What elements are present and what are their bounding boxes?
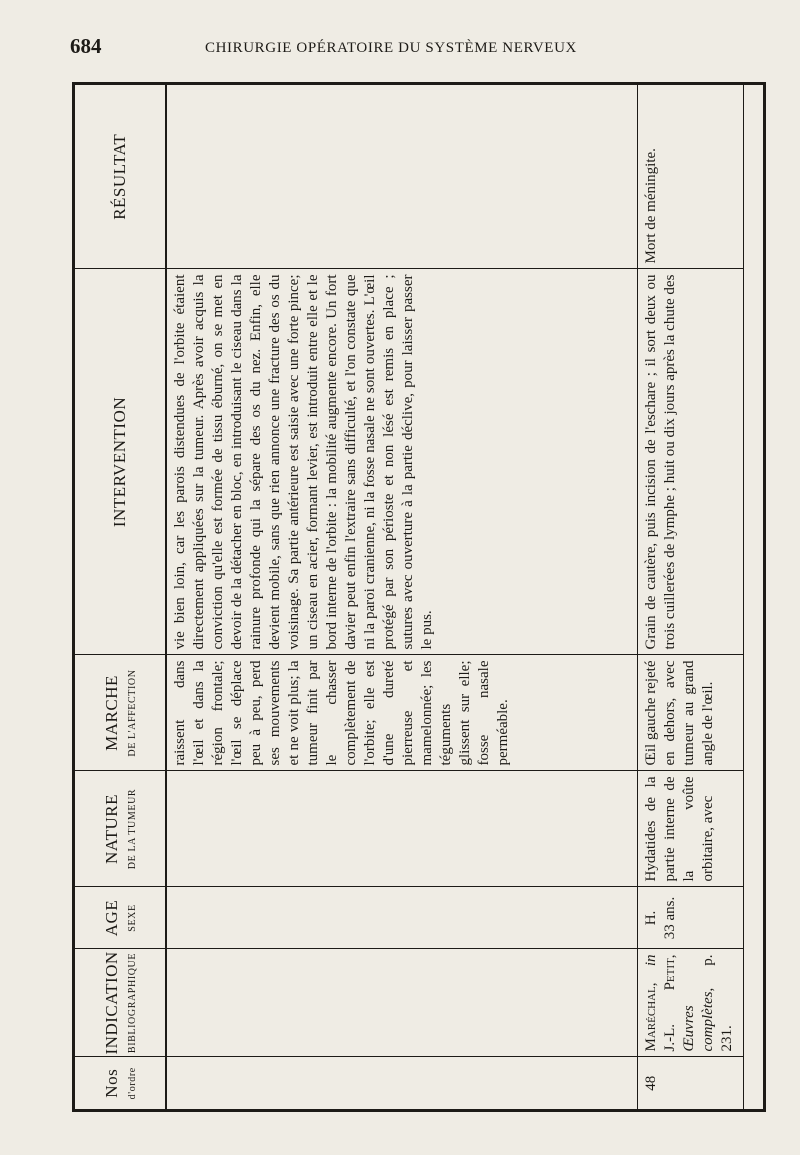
- header-marche-sub: DE L'AFFECTION: [126, 669, 138, 757]
- header-num-sub: d'ordre: [126, 1067, 138, 1100]
- cont-nature-cell: [166, 771, 638, 887]
- header-indication-sub: BIBLIOGRAPHIQUE: [126, 952, 138, 1054]
- table-row: [638, 85, 744, 1109]
- entry-sexe: H.: [643, 910, 659, 926]
- cont-marche-cell: raissent dans l'œil et dans la région frontale; l'œil se déplace peu à peu, perd ses mouvements et ne voit plus; la tumeur finit par le chasser complètement de l'orbite; elle est d'une dureté pierreuse et mamelonnée; les téguments glissent sur elle; fosse nasale perméable.: [166, 655, 638, 771]
- entry-intervention-cell: Grain de cautère, puis incision de l'eschare ; il sort deux ou trois cuillerées de lymphe ; huit ou dix jours après la chute des: [638, 269, 744, 655]
- continuation-row: [166, 85, 638, 1109]
- header-num: [75, 1057, 166, 1109]
- entry-num-cell: 48: [638, 1057, 744, 1109]
- entry-in: in: [643, 954, 659, 967]
- page-header: [0, 0, 800, 80]
- entry-page: p. 231.: [700, 954, 735, 1052]
- header-nature-main: NATURE: [101, 793, 121, 865]
- header-num-main: Nos: [101, 1068, 121, 1098]
- page-number: 684: [70, 34, 102, 58]
- case-table-rotated: [75, 85, 763, 1109]
- header-age: [75, 887, 166, 949]
- header-age-sub: SEXE: [126, 904, 138, 932]
- entry-marche-cell: Œil gauche rejeté en dehors, avec tumeur au grand angle de l'œil.: [638, 655, 744, 771]
- entry-age: 33 ans.: [662, 896, 678, 940]
- case-table-frame: [72, 82, 766, 1112]
- header-row: [75, 85, 166, 1109]
- running-head: CHIRURGIE OPÉRATOIRE DU SYSTÈME NERVEUX: [205, 40, 577, 56]
- header-nature: [75, 771, 166, 887]
- header-intervention: [75, 269, 166, 655]
- entry-author: Maréchal: [643, 986, 659, 1052]
- header-resultat: [75, 85, 166, 269]
- cont-indication-cell: [166, 949, 638, 1057]
- header-resultat-main: RÉSULTAT: [110, 133, 130, 220]
- entry-indication-cell: Maréchal, in J.-L. Petit, Œuvres complètes, p. 231.: [638, 949, 744, 1057]
- header-marche-main: MARCHE: [101, 675, 121, 751]
- cont-age-cell: [166, 887, 638, 949]
- header-indication-main: INDICATION: [101, 951, 121, 1055]
- entry-work: Œuvres complètes: [681, 991, 716, 1052]
- cont-num-cell: [166, 1057, 638, 1109]
- entry-nature-cell: Hydatides de la partie interne de la voûte orbitaire, avec: [638, 771, 744, 887]
- case-table: [75, 85, 744, 1109]
- header-nature-sub: DE LA TUMEUR: [126, 788, 138, 870]
- header-age-main: AGE: [101, 899, 121, 937]
- header-indication: [75, 949, 166, 1057]
- entry-resultat-cell: Mort de méningite.: [638, 85, 744, 269]
- entry-ref-author: J.-L. Petit: [662, 958, 678, 1052]
- header-marche: [75, 655, 166, 771]
- entry-age-cell: [638, 887, 744, 949]
- header-intervention-main: INTERVENTION: [110, 396, 130, 528]
- cont-intervention-cell: vie bien loin, car les parois distendues de l'orbite étaient directement appliquées sur la tumeur. Après avoir acquis la conviction qu'elle est formée de tissu éburné, on se met en devoir de la détacher en bloc, en introduisant le ciseau dans la rainure profonde qui la sépare des os du nez. Enfin, elle devient mobile, sans que rien annonce une fracture des os du voisinage. Sa partie antérieure est saisie avec une forte pince; un ciseau en acier, formant levier, est introduit entre elle et le bord interne de l'orbite : la mobilité augmente encore. Un fort davier peut enfin l'extraire sans difficulté, et l'on constate que ni la paroi cranienne, ni la fosse nasale ne sont ouvertes. L'œil protégé par son périoste et non lésé est remis en place ; sutures avec ouverture à la partie déclive, pour laisser passer le pus.: [166, 269, 638, 655]
- cont-resultat-cell: [166, 85, 638, 269]
